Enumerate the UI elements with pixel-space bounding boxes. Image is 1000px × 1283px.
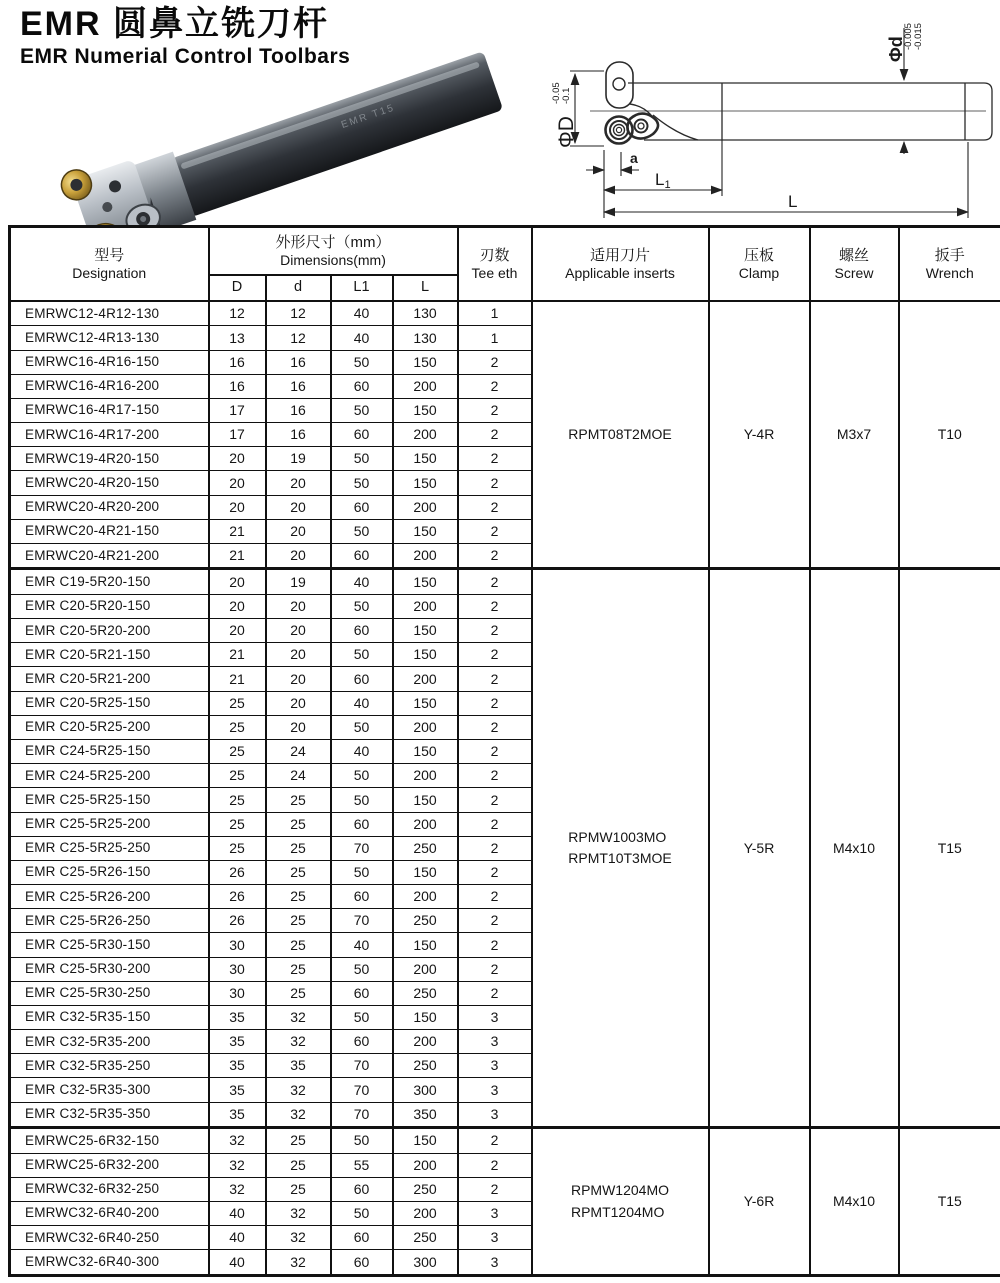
designation-cell: EMR C20-5R20-150 [10,594,209,618]
L-cell: 200 [393,764,458,788]
col-header-designation: 型号 Designation [10,227,209,302]
d-cell: 16 [266,398,331,422]
D-cell: 30 [209,957,266,981]
teeth-cell: 2 [458,519,532,543]
L1-cell: 60 [331,1250,393,1276]
d-cell: 25 [266,1153,331,1177]
L-cell: 130 [393,301,458,326]
dimension-drawing [540,0,1000,228]
designation-cell: EMRWC20-4R21-200 [10,543,209,569]
L-cell: 300 [393,1078,458,1102]
teeth-cell: 2 [458,423,532,447]
d-cell: 20 [266,495,331,519]
label-L: L [788,192,798,211]
teeth-cell: 3 [458,1078,532,1102]
D-cell: 26 [209,885,266,909]
L-cell: 200 [393,594,458,618]
L1-cell: 50 [331,594,393,618]
L-cell: 150 [393,1128,458,1154]
L1-cell: 50 [331,715,393,739]
designation-cell: EMR C20-5R20-200 [10,619,209,643]
d-cell: 16 [266,374,331,398]
designation-cell: EMR C32-5R35-200 [10,1030,209,1054]
spec-table-body [10,301,1000,1276]
designation-cell: EMR C25-5R25-200 [10,812,209,836]
clamp-cell: Y-4R [709,301,810,569]
L1-cell: 50 [331,398,393,422]
clamp-cell: Y-5R [709,569,810,1128]
designation-cell: EMRWC16-4R16-200 [10,374,209,398]
D-cell: 25 [209,739,266,763]
d-cell: 19 [266,569,331,595]
col-header-teeth: 刃数 Tee eth [458,227,532,302]
L-cell: 200 [393,1030,458,1054]
L1-cell: 60 [331,981,393,1005]
d-cell: 12 [266,301,331,326]
D-cell: 26 [209,860,266,884]
teeth-cell: 2 [458,788,532,812]
col-header-L: L [393,275,458,301]
toolbar-photo-illustration [55,28,525,233]
L1-cell: 40 [331,301,393,326]
d-cell: 12 [266,326,331,350]
d-cell: 25 [266,812,331,836]
designation-cell: EMR C32-5R35-350 [10,1102,209,1128]
L-cell: 150 [393,619,458,643]
L-cell: 250 [393,981,458,1005]
L-cell: 200 [393,423,458,447]
L1-cell: 60 [331,619,393,643]
svg-text:EMR T15: EMR T15 [339,102,397,131]
label-L1: L1 [655,170,671,191]
D-cell: 20 [209,594,266,618]
D-cell: 21 [209,643,266,667]
D-cell: 25 [209,812,266,836]
D-cell: 30 [209,933,266,957]
teeth-cell: 2 [458,836,532,860]
L-cell: 300 [393,1250,458,1276]
L1-cell: 50 [331,471,393,495]
d-cell: 35 [266,1054,331,1078]
L1-cell: 70 [331,1102,393,1128]
D-cell: 25 [209,715,266,739]
d-cell: 25 [266,933,331,957]
D-cell: 32 [209,1128,266,1154]
screw-cell: M4x10 [810,1128,899,1276]
L1-cell: 60 [331,885,393,909]
designation-cell: EMR C25-5R26-250 [10,909,209,933]
L1-cell: 60 [331,1030,393,1054]
teeth-cell: 2 [458,619,532,643]
D-cell: 26 [209,909,266,933]
L-cell: 200 [393,885,458,909]
d-cell: 20 [266,667,331,691]
D-cell: 20 [209,569,266,595]
d-cell: 20 [266,691,331,715]
L1-cell: 70 [331,836,393,860]
d-cell: 20 [266,643,331,667]
L1-cell: 40 [331,739,393,763]
L1-cell: 40 [331,569,393,595]
D-cell: 13 [209,326,266,350]
dimension-labels [551,23,924,211]
D-cell: 21 [209,543,266,569]
designation-cell: EMR C25-5R26-200 [10,885,209,909]
L1-cell: 55 [331,1153,393,1177]
L-cell: 150 [393,1005,458,1029]
L-cell: 150 [393,788,458,812]
d-cell: 25 [266,860,331,884]
L1-cell: 50 [331,519,393,543]
spec-table [8,225,1000,1277]
L1-cell: 60 [331,667,393,691]
inserts-cell [532,1128,709,1276]
L-cell: 150 [393,739,458,763]
d-cell: 20 [266,543,331,569]
d-cell: 32 [266,1030,331,1054]
col-header-clamp: 压板 Clamp [709,227,810,302]
L1-cell: 60 [331,1177,393,1201]
d-cell: 20 [266,619,331,643]
d-cell: 20 [266,594,331,618]
col-header-dimensions: 外形尺寸（mm） Dimensions(mm) [209,227,458,276]
inserts-lines: RPMW1003MO RPMT10T3MOE [568,828,672,867]
designation-cell: EMRWC16-4R17-150 [10,398,209,422]
D-cell: 12 [209,301,266,326]
teeth-cell: 3 [458,1250,532,1276]
teeth-cell: 2 [458,594,532,618]
d-cell: 25 [266,885,331,909]
designation-cell: EMRWC20-4R20-200 [10,495,209,519]
designation-cell: EMR C20-5R21-150 [10,643,209,667]
L1-cell: 50 [331,643,393,667]
table-row [10,569,1000,595]
teeth-cell: 2 [458,398,532,422]
col-header-inserts: 适用刀片 Applicable inserts [532,227,709,302]
D-cell: 25 [209,788,266,812]
L-cell: 350 [393,1102,458,1128]
teeth-cell: 2 [458,1177,532,1201]
L1-cell: 50 [331,1128,393,1154]
teeth-cell: 3 [458,1201,532,1225]
teeth-cell: 2 [458,764,532,788]
teeth-cell: 2 [458,981,532,1005]
L-cell: 200 [393,495,458,519]
L1-cell: 40 [331,326,393,350]
teeth-cell: 2 [458,495,532,519]
wrench-cell: T10 [899,301,1000,569]
D-cell: 17 [209,398,266,422]
spec-table-header [10,227,1000,302]
d-cell: 19 [266,447,331,471]
col-header-D: D [209,275,266,301]
designation-cell: EMRWC32-6R40-250 [10,1226,209,1250]
L-cell: 150 [393,933,458,957]
L1-cell: 70 [331,1078,393,1102]
label-a: a [630,150,638,166]
D-cell: 40 [209,1226,266,1250]
teeth-cell: 2 [458,1153,532,1177]
teeth-cell: 2 [458,447,532,471]
teeth-cell: 2 [458,691,532,715]
label-phi-d: Φd [886,36,906,62]
designation-cell: EMR C25-5R30-200 [10,957,209,981]
d-cell: 32 [266,1078,331,1102]
teeth-cell: 2 [458,471,532,495]
page-title: EMR 圆鼻立铣刀杆 [20,5,329,43]
teeth-cell: 2 [458,812,532,836]
designation-cell: EMRWC12-4R12-130 [10,301,209,326]
L1-cell: 50 [331,860,393,884]
d-cell: 32 [266,1226,331,1250]
teeth-cell: 3 [458,1226,532,1250]
L1-cell: 50 [331,1201,393,1225]
col-header-wrench: 扳手 Wrench [899,227,1000,302]
designation-cell: EMR C32-5R35-250 [10,1054,209,1078]
D-cell: 16 [209,374,266,398]
screw-cell: M3x7 [810,301,899,569]
L1-cell: 50 [331,447,393,471]
D-cell: 35 [209,1102,266,1128]
teeth-cell: 3 [458,1030,532,1054]
product-photo [55,28,525,233]
d-cell: 25 [266,981,331,1005]
L-cell: 250 [393,909,458,933]
shaft-outline [590,83,992,140]
designation-cell: EMRWC32-6R40-300 [10,1250,209,1276]
L-cell: 150 [393,398,458,422]
L-cell: 150 [393,643,458,667]
col-header-screw: 螺丝 Screw [810,227,899,302]
L1-cell: 50 [331,350,393,374]
label-phi-D: ΦD [555,116,578,148]
D-cell: 17 [209,423,266,447]
L-cell: 150 [393,691,458,715]
d-cell: 20 [266,519,331,543]
d-cell: 25 [266,836,331,860]
designation-cell: EMRWC32-6R32-250 [10,1177,209,1201]
D-cell: 25 [209,836,266,860]
D-cell: 35 [209,1005,266,1029]
L1-cell: 50 [331,1005,393,1029]
D-cell: 25 [209,764,266,788]
d-cell: 25 [266,1177,331,1201]
designation-cell: EMR C20-5R25-200 [10,715,209,739]
L1-cell: 60 [331,543,393,569]
L-cell: 200 [393,667,458,691]
teeth-cell: 2 [458,374,532,398]
designation-cell: EMR C25-5R26-150 [10,860,209,884]
D-cell: 21 [209,667,266,691]
L1-cell: 60 [331,423,393,447]
d-cell: 32 [266,1102,331,1128]
inserts-cell [532,301,709,569]
d-cell: 25 [266,909,331,933]
designation-cell: EMRWC20-4R21-150 [10,519,209,543]
L-cell: 200 [393,812,458,836]
label-phi-d-tol-lower: -0.015 [913,23,924,50]
L1-cell: 60 [331,812,393,836]
designation-cell: EMR C32-5R35-150 [10,1005,209,1029]
D-cell: 16 [209,350,266,374]
L-cell: 200 [393,1201,458,1225]
L-cell: 150 [393,519,458,543]
col-header-L1: L1 [331,275,393,301]
teeth-cell: 2 [458,909,532,933]
inserts-lines: RPMW1204MO RPMT1204MO [570,1181,670,1220]
teeth-cell: 2 [458,860,532,884]
d-cell: 25 [266,788,331,812]
designation-cell: EMR C19-5R20-150 [10,569,209,595]
designation-cell: EMRWC16-4R16-150 [10,350,209,374]
L-cell: 150 [393,860,458,884]
L1-cell: 60 [331,374,393,398]
table-row [10,1128,1000,1154]
L-cell: 200 [393,957,458,981]
designation-cell: EMRWC32-6R40-200 [10,1201,209,1225]
label-phi-d-tol-upper: -0.005 [903,23,914,50]
D-cell: 30 [209,981,266,1005]
L-cell: 150 [393,471,458,495]
label-phi-D-tol-lower: -0.1 [561,87,572,104]
teeth-cell: 1 [458,301,532,326]
D-cell: 35 [209,1078,266,1102]
designation-cell: EMR C24-5R25-150 [10,739,209,763]
tool-body [57,31,509,233]
d-cell: 16 [266,423,331,447]
d-cell: 20 [266,715,331,739]
L1-cell: 60 [331,1226,393,1250]
L1-cell: 40 [331,933,393,957]
d-cell: 32 [266,1005,331,1029]
teeth-cell: 2 [458,569,532,595]
designation-cell: EMRWC25-6R32-150 [10,1128,209,1154]
designation-cell: EMRWC19-4R20-150 [10,447,209,471]
L-cell: 150 [393,569,458,595]
d-cell: 25 [266,1128,331,1154]
teeth-cell: 2 [458,543,532,569]
D-cell: 20 [209,619,266,643]
teeth-cell: 2 [458,643,532,667]
L1-cell: 60 [331,495,393,519]
D-cell: 35 [209,1054,266,1078]
wrench-cell: T15 [899,1128,1000,1276]
L1-cell: 50 [331,957,393,981]
D-cell: 20 [209,447,266,471]
teeth-cell: 2 [458,350,532,374]
table-row [10,301,1000,326]
L-cell: 200 [393,374,458,398]
teeth-cell: 2 [458,885,532,909]
designation-cell: EMRWC25-6R32-200 [10,1153,209,1177]
L-cell: 150 [393,447,458,471]
D-cell: 32 [209,1153,266,1177]
teeth-cell: 3 [458,1005,532,1029]
wrench-cell: T15 [899,569,1000,1128]
designation-cell: EMR C25-5R30-150 [10,933,209,957]
inserts-cell [532,569,709,1128]
dimension-diagram [540,0,1000,228]
cutter-head [606,62,699,144]
designation-cell: EMR C20-5R25-150 [10,691,209,715]
d-cell: 25 [266,957,331,981]
D-cell: 40 [209,1250,266,1276]
page-subtitle: EMR Numerial Control Toolbars [20,45,351,69]
D-cell: 32 [209,1177,266,1201]
teeth-cell: 2 [458,715,532,739]
L-cell: 250 [393,1054,458,1078]
L-cell: 150 [393,350,458,374]
teeth-cell: 2 [458,957,532,981]
d-cell: 32 [266,1201,331,1225]
designation-cell: EMRWC20-4R20-150 [10,471,209,495]
col-header-d: d [266,275,331,301]
d-cell: 20 [266,471,331,495]
inserts-lines: RPMT08T2MOE [568,425,672,442]
designation-cell: EMR C25-5R25-250 [10,836,209,860]
L-cell: 130 [393,326,458,350]
teeth-cell: 2 [458,1128,532,1154]
D-cell: 20 [209,495,266,519]
L-cell: 200 [393,715,458,739]
label-phi-D-tol-upper: -0.05 [551,82,562,104]
designation-cell: EMRWC16-4R17-200 [10,423,209,447]
teeth-cell: 2 [458,739,532,763]
designation-cell: EMRWC12-4R13-130 [10,326,209,350]
teeth-cell: 3 [458,1054,532,1078]
teeth-cell: 2 [458,933,532,957]
designation-cell: EMR C32-5R35-300 [10,1078,209,1102]
teeth-cell: 2 [458,667,532,691]
L1-cell: 70 [331,909,393,933]
d-cell: 32 [266,1250,331,1276]
L-cell: 250 [393,1177,458,1201]
L-cell: 200 [393,543,458,569]
teeth-cell: 1 [458,326,532,350]
designation-cell: EMR C24-5R25-200 [10,764,209,788]
d-cell: 16 [266,350,331,374]
D-cell: 20 [209,471,266,495]
D-cell: 25 [209,691,266,715]
L1-cell: 70 [331,1054,393,1078]
L-cell: 250 [393,836,458,860]
designation-cell: EMR C20-5R21-200 [10,667,209,691]
d-cell: 24 [266,764,331,788]
L1-cell: 40 [331,691,393,715]
D-cell: 35 [209,1030,266,1054]
L-cell: 200 [393,1153,458,1177]
d-cell: 24 [266,739,331,763]
teeth-cell: 3 [458,1102,532,1128]
screw-cell: M4x10 [810,569,899,1128]
designation-cell: EMR C25-5R30-250 [10,981,209,1005]
L-cell: 250 [393,1226,458,1250]
designation-cell: EMR C25-5R25-150 [10,788,209,812]
L1-cell: 50 [331,764,393,788]
D-cell: 21 [209,519,266,543]
D-cell: 40 [209,1201,266,1225]
clamp-cell: Y-6R [709,1128,810,1276]
L1-cell: 50 [331,788,393,812]
